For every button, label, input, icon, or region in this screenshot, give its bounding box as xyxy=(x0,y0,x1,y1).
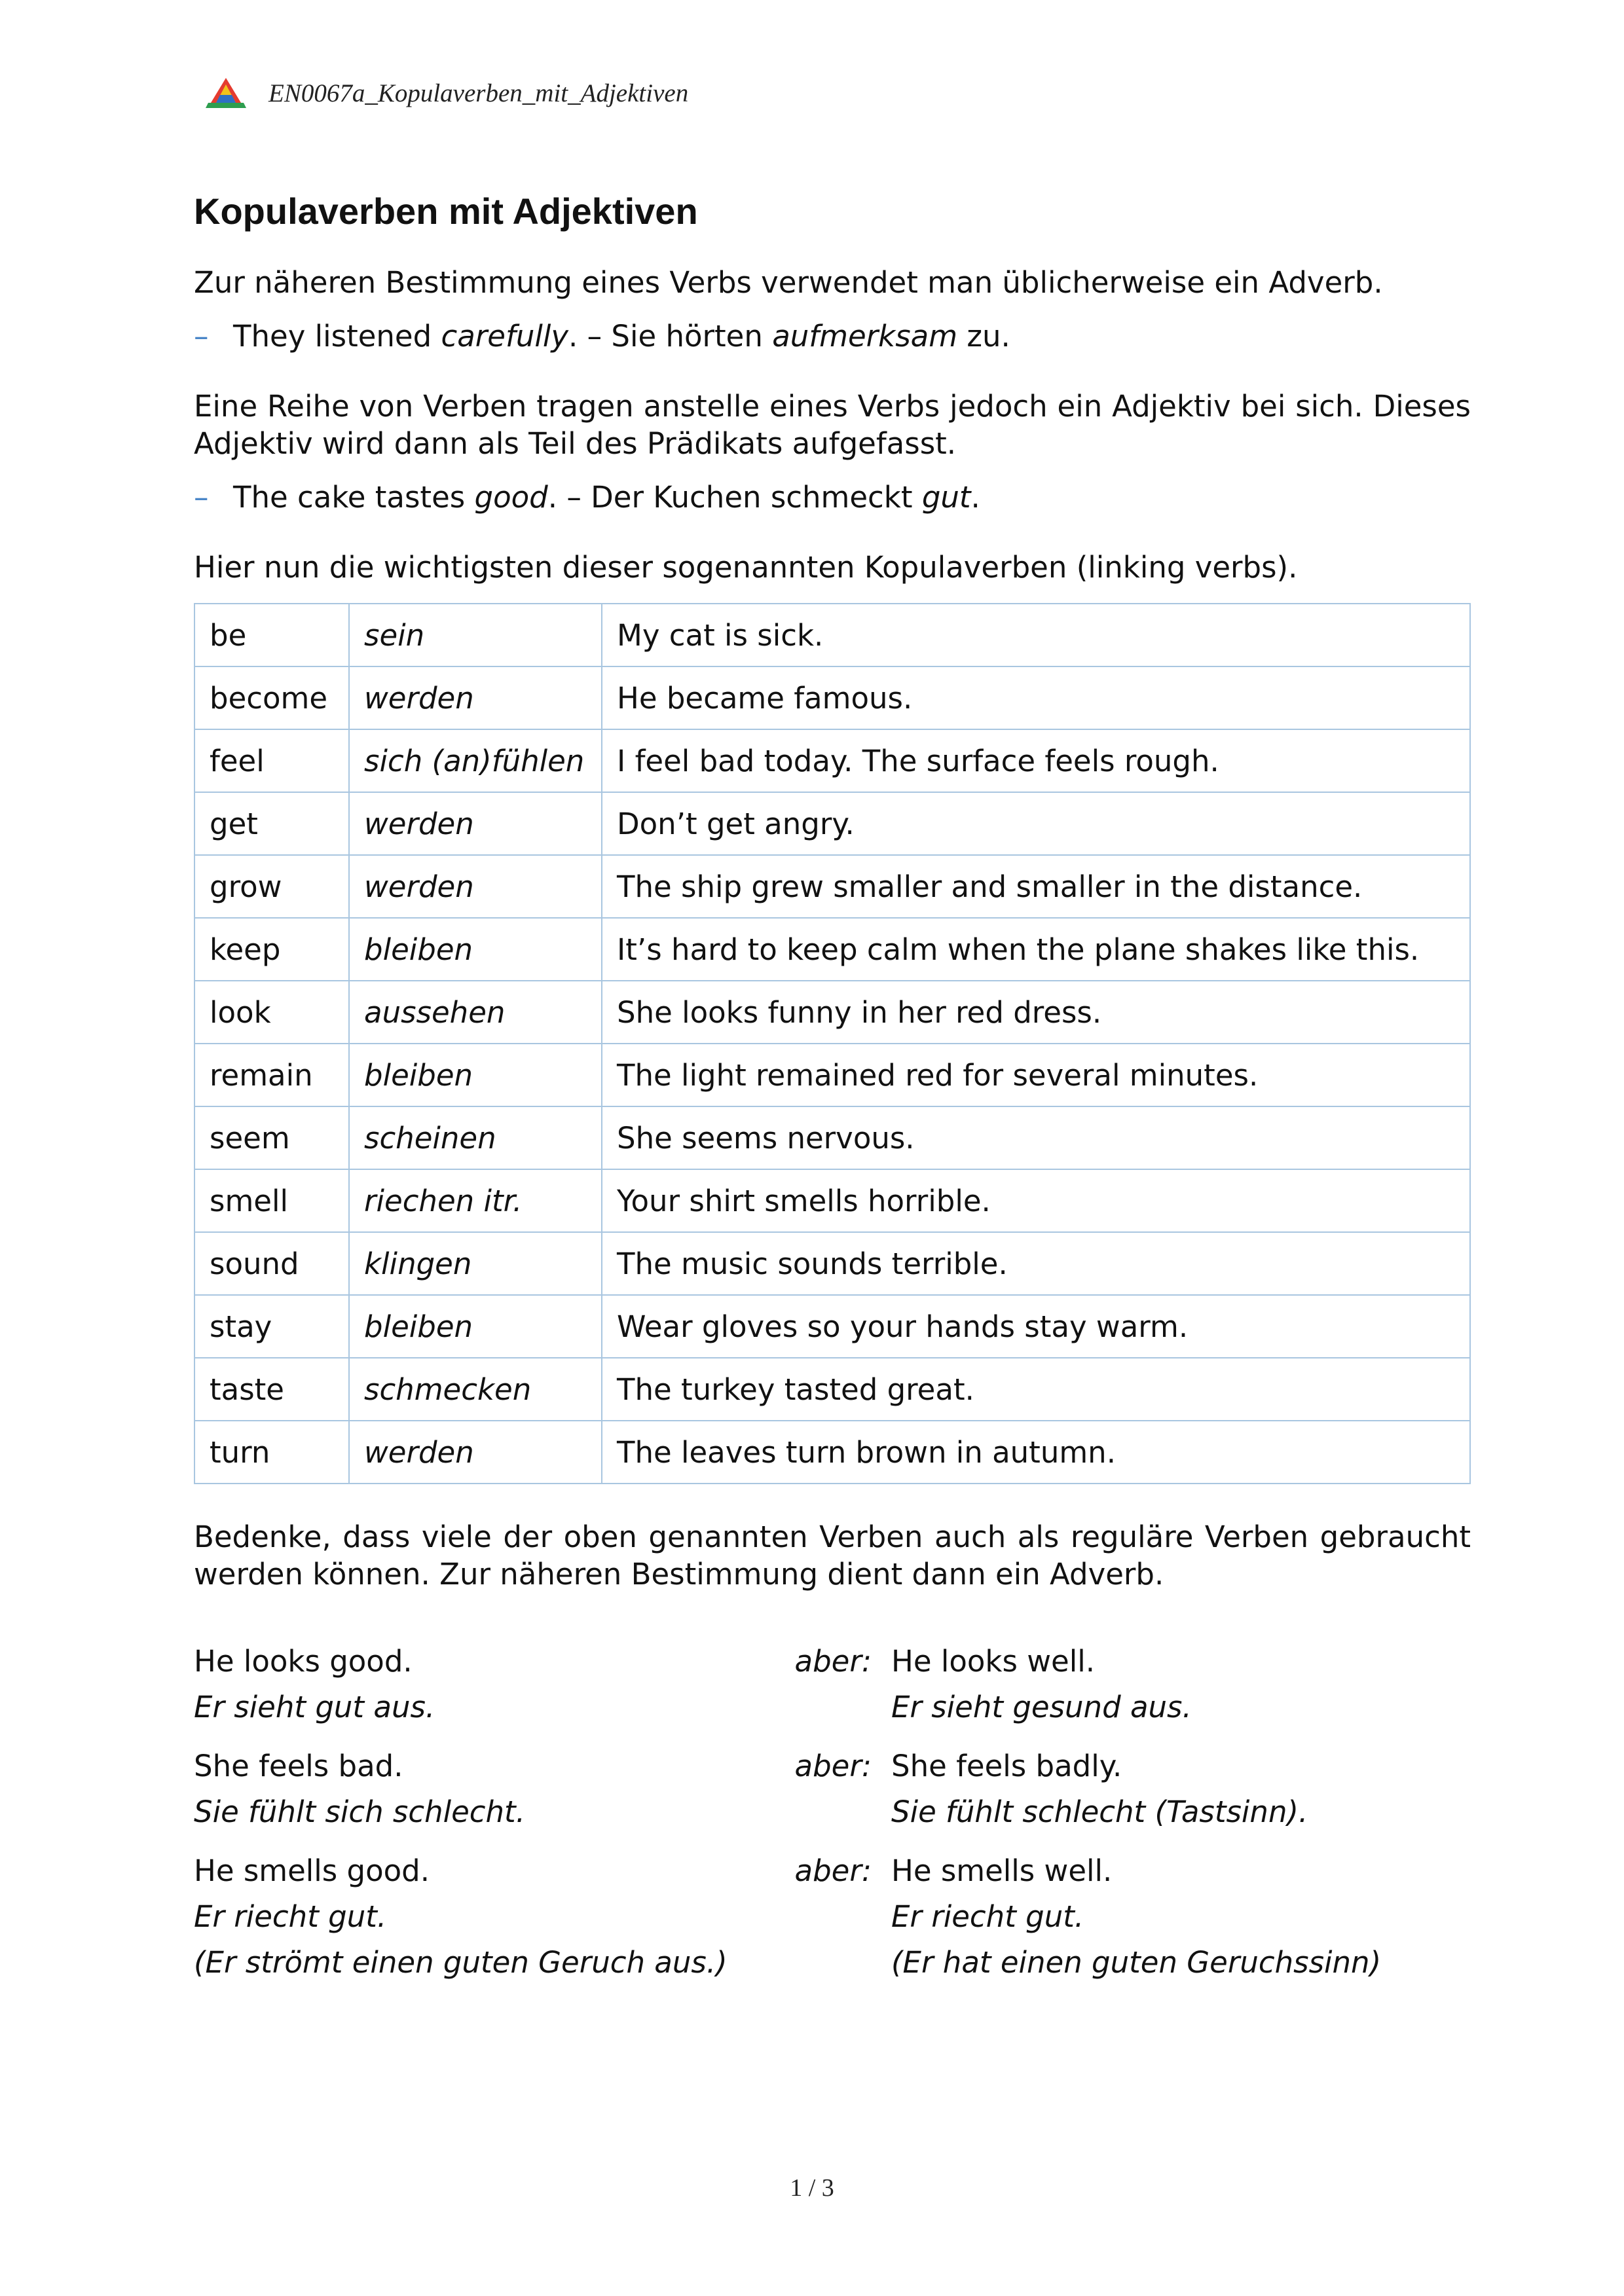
aber-label: aber: xyxy=(794,1749,872,1783)
example-english: She feels badly. xyxy=(891,1749,1122,1783)
example-german: Er riecht gut. xyxy=(891,1899,1084,1934)
example-german-note: (Er strömt einen guten Geruch aus.) xyxy=(194,1945,728,1980)
table-row: stay bleiben Wear gloves so your hands stay warm. xyxy=(194,1295,1470,1358)
comparison-group-feel xyxy=(194,1743,1471,1835)
table-row: feel sich (an)fühlen I feel bad today. The surface feels rough. xyxy=(194,729,1470,792)
document-header xyxy=(203,73,688,113)
example-german: Sie fühlt sich schlecht. xyxy=(194,1795,526,1829)
main-content xyxy=(194,190,1471,1999)
intro-paragraph-1: Zur näheren Bestimmung eines Verbs verwendet man üblicherweise ein Adverb. xyxy=(194,265,1383,300)
comparison-group-look xyxy=(194,1639,1471,1730)
example-german: Er riecht gut. xyxy=(194,1899,387,1934)
example-german-note: (Er hat einen guten Geruchssinn) xyxy=(891,1945,1382,1980)
example-sentence-1: They listened carefully. – Sie hörten aufmerksam zu. xyxy=(233,319,1010,354)
linking-verbs-table xyxy=(194,603,1471,1484)
table-row: smell riechen itr. Your shirt smells horrible. xyxy=(194,1169,1470,1232)
table-row: seem scheinen She seems nervous. xyxy=(194,1106,1470,1169)
aber-label: aber: xyxy=(794,1644,872,1679)
note-paragraph: Bedenke, dass viele der oben genannten Verben auch als reguläre Verben gebraucht werden können. Zur näheren Bestimmung dient dann ein Adverb. xyxy=(194,1520,1471,1592)
document-id: EN0067a_Kopulaverben_mit_Adjektiven xyxy=(268,79,689,107)
table-row: become werden He became famous. xyxy=(194,666,1470,729)
example-english: She feels bad. xyxy=(194,1749,403,1783)
table-row: grow werden The ship grew smaller and smaller in the distance. xyxy=(194,855,1470,918)
comparison-group-smell xyxy=(194,1848,1471,1986)
example-german: Sie fühlt schlecht (Tastsinn). xyxy=(891,1795,1308,1829)
example-bullet-2 xyxy=(194,479,1471,516)
example-german: Er sieht gesund aus. xyxy=(891,1690,1192,1724)
example-sentence-2: The cake tastes good. – Der Kuchen schmeckt gut. xyxy=(233,480,980,515)
table-row: remain bleiben The light remained red for several minutes. xyxy=(194,1044,1470,1106)
dash-bullet-icon: – xyxy=(194,319,209,354)
table-row: look aussehen She looks funny in her red dress. xyxy=(194,981,1470,1044)
example-english: He smells well. xyxy=(891,1853,1113,1888)
page-title: Kopulaverben mit Adjektiven xyxy=(194,191,698,232)
intro-paragraph-3: Hier nun die wichtigsten dieser sogenannten Kopulaverben (linking verbs). xyxy=(194,550,1298,585)
table-row: taste schmecken The turkey tasted great. xyxy=(194,1358,1470,1421)
table-row: get werden Don’t get angry. xyxy=(194,792,1470,855)
table-row: turn werden The leaves turn brown in autumn. xyxy=(194,1421,1470,1484)
dash-bullet-icon: – xyxy=(194,480,209,515)
example-english: He looks good. xyxy=(194,1644,413,1679)
aber-label: aber: xyxy=(794,1853,872,1888)
example-english: He smells good. xyxy=(194,1853,430,1888)
comparison-examples xyxy=(194,1639,1471,1986)
page-number: 1 / 3 xyxy=(790,2174,834,2202)
table-row: be sein My cat is sick. xyxy=(194,604,1470,666)
table-row: keep bleiben It’s hard to keep calm when the plane shakes like this. xyxy=(194,918,1470,981)
intro-paragraph-2: Eine Reihe von Verben tragen anstelle eines Verbs jedoch ein Adjektiv bei sich. Dieses Adjektiv wird dann als Teil des Prädikats aufgefasst. xyxy=(194,389,1471,461)
example-english: He looks well. xyxy=(891,1644,1096,1679)
example-bullet-1 xyxy=(194,318,1471,355)
example-german: Er sieht gut aus. xyxy=(194,1690,435,1724)
table-row: sound klingen The music sounds terrible. xyxy=(194,1232,1470,1295)
publisher-logo-icon xyxy=(203,77,249,109)
